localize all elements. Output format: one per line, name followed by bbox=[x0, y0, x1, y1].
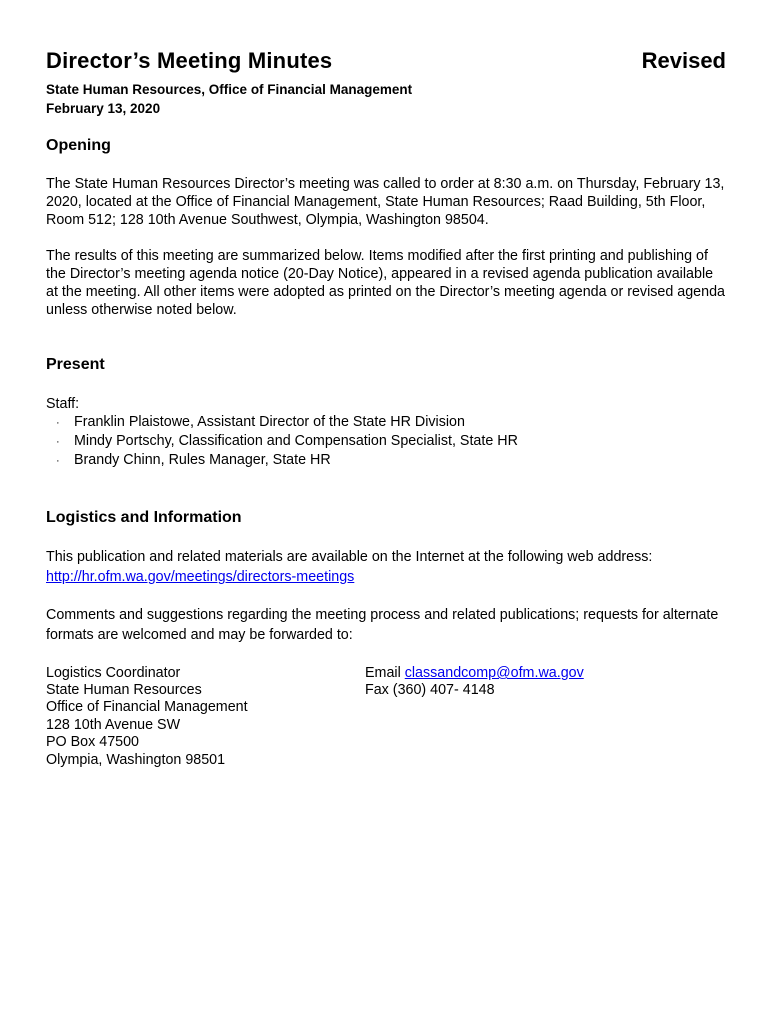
bullet-icon: · bbox=[56, 417, 60, 429]
staff-label: Staff: bbox=[46, 396, 80, 412]
contact-details bbox=[365, 665, 584, 769]
list-item bbox=[56, 432, 726, 451]
address-line: 128 10th Avenue SW bbox=[46, 716, 181, 733]
bullet-icon: · bbox=[56, 455, 60, 467]
logistics-paragraph-2: Comments and suggestions regarding the meeting process and related publications; requests for alternate formats are welcomed and may be forwarded to: bbox=[46, 607, 719, 643]
mailing-address bbox=[46, 665, 365, 769]
opening-paragraph-1: The State Human Resources Director’s meeting was called to order at 8:30 a.m. on Thursday, February 13, 2020, located at the Office of Financial Management, State Human Resources; Raad Building, 5th Floor, Room 512; 128 10th Avenue Southwest, Olympia, Washington 98504. bbox=[46, 176, 725, 228]
fax-number: Fax (360) 407- 4148 bbox=[365, 682, 495, 698]
staff-list bbox=[46, 413, 726, 470]
meeting-date: February 13, 2020 bbox=[46, 101, 161, 116]
email-label: Email bbox=[365, 665, 405, 681]
address-line: Logistics Coordinator bbox=[46, 665, 181, 681]
address-line: State Human Resources bbox=[46, 682, 202, 698]
contact-block bbox=[46, 665, 726, 769]
address-line: Office of Financial Management bbox=[46, 699, 248, 715]
logistics-intro-text: This publication and related materials are available on the Internet at the following web address: bbox=[46, 549, 653, 565]
title-row bbox=[46, 48, 726, 80]
meetings-url-link[interactable]: http://hr.ofm.wa.gov/meetings/directors-meetings bbox=[46, 569, 355, 585]
document-title: Director’s Meeting Minutes bbox=[46, 48, 333, 73]
logistics-heading: Logistics and Information bbox=[46, 509, 242, 526]
email-link[interactable]: classandcomp@ofm.wa.gov bbox=[404, 665, 584, 681]
address-line: Olympia, Washington 98501 bbox=[46, 751, 226, 768]
list-item bbox=[56, 413, 726, 432]
staff-member-name: Franklin Plaistowe, Assistant Director of the State HR Division bbox=[74, 414, 465, 430]
address-line: PO Box 47500 bbox=[46, 734, 139, 750]
opening-heading: Opening bbox=[46, 137, 111, 154]
opening-paragraph-2: The results of this meeting are summarized below. Items modified after the first printing and publishing of the Director’s meeting agenda notice (20-Day Notice), appeared in a revised agenda publication available at the meeting. All other items were adopted as printed on the Director’s meeting agenda or revised agenda unless otherwise noted below. bbox=[46, 248, 725, 318]
staff-member-name: Brandy Chinn, Rules Manager, State HR bbox=[74, 452, 331, 468]
list-item bbox=[56, 451, 726, 470]
present-heading: Present bbox=[46, 356, 105, 373]
document-page bbox=[46, 48, 726, 769]
bullet-icon: · bbox=[56, 436, 60, 448]
revised-label: Revised bbox=[641, 48, 726, 73]
logistics-paragraph-1 bbox=[46, 547, 726, 587]
email-line bbox=[365, 665, 584, 682]
organization-name: State Human Resources, Office of Financial Management bbox=[46, 82, 413, 97]
staff-member-name: Mindy Portschy, Classification and Compensation Specialist, State HR bbox=[74, 433, 518, 449]
